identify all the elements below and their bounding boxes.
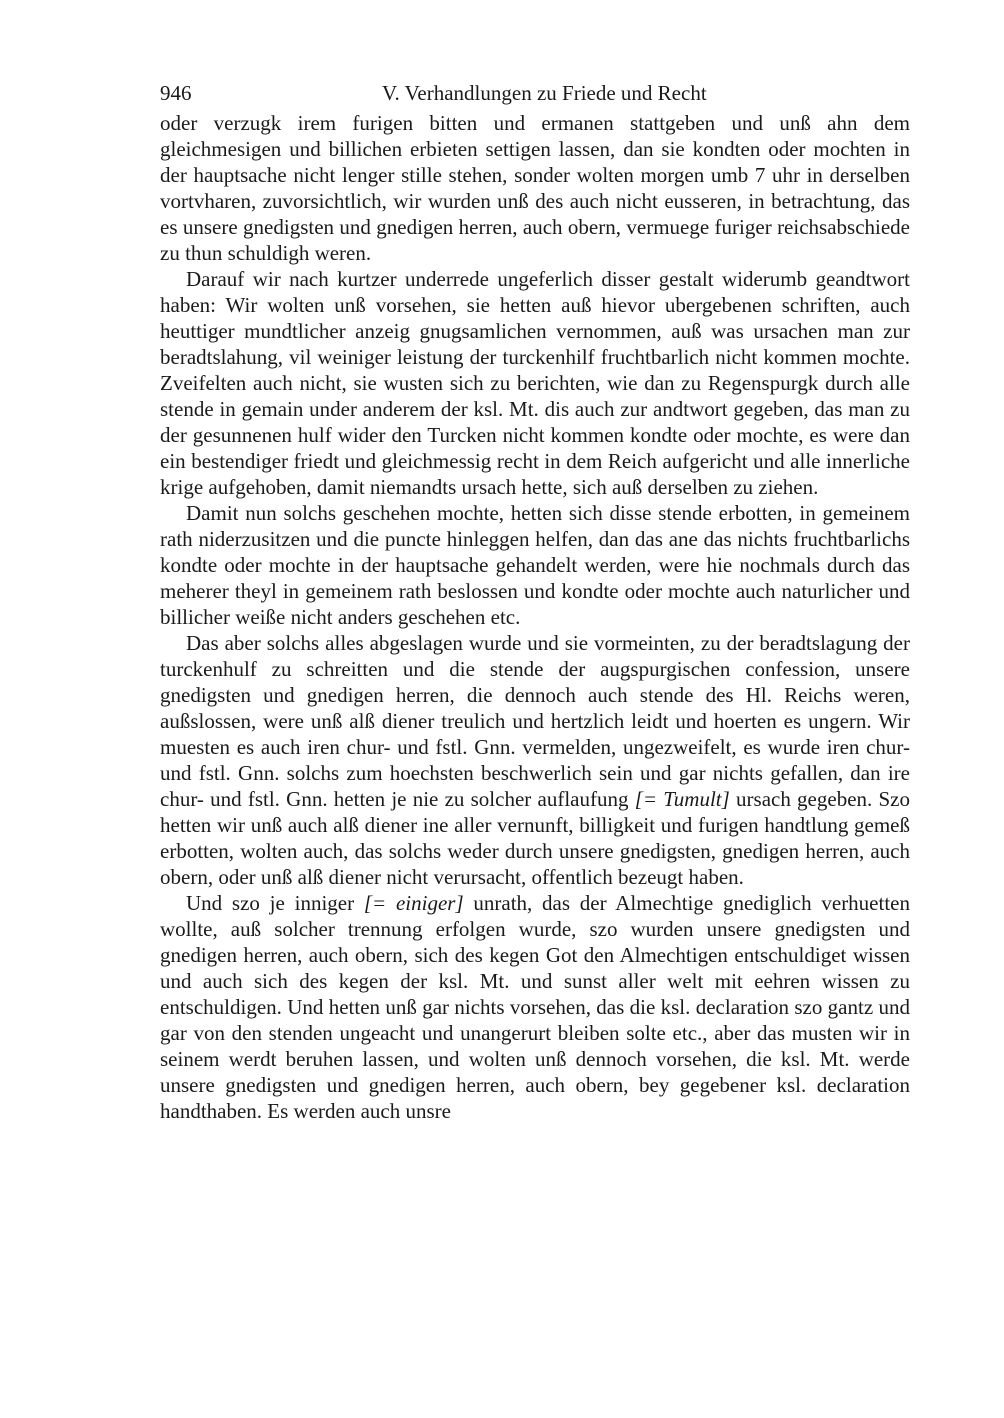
paragraph-4 [160,630,910,890]
text-segment: oder verzugk irem furigen bitten und ermanen stattgeben und unß ahn dem gleichmesigen und billichen erbieten settigen lassen, dan sie kondten oder mochten in der hauptsache nicht lenger stille stehen, sonder wolten morgen umb 7 uhr in derselben vortvharen, zuvorsichtlich, wir wurden unß des auch nicht eusseren, in betrachtung, das es unsere gnedigsten und gnedigen herren, auch obern, vermuege furiger reichsabschiede zu thun schuldigh weren. [160,111,910,265]
paragraph-1 [160,110,910,266]
body-text [160,110,910,1124]
editorial-note: [= einiger] [363,891,464,915]
text-segment: Und szo je inniger [186,891,364,915]
running-head: V. Verhandlungen zu Friede und Recht [382,81,707,105]
text-segment: Darauf wir nach kurtzer underrede ungeferlich disser gestalt widerumb geandtwort haben: Wir wolten unß vorsehen, sie hetten auß hievor ubergebenen schriften, auch heuttiger mundtlicher anzeig gnugsamlichen vernommen, auß was ursachen man zur beradtslahung, vil weiniger leistung der turckenhilf fruchtbarlich nicht kommen mochte. Zveifelten auch nicht, sie wusten sich zu berichten, wie dan zu Regenspurgk durch alle stende in gemain under anderem der ksl. Mt. dis auch zur andtwort gegeben, das man zu der gesunnenen hulf wider den Turcken nicht kommen kondte oder mochte, es were dan ein bestendiger friedt und gleichmessig recht in dem Reich aufgericht und alle innerliche krige aufgehoben, damit niemandts ursach hette, sich auß derselben zu ziehen. [160,267,910,499]
document-page [160,76,910,1124]
text-segment: unrath, das der Almechtige gnediglich verhuetten wollte, auß solcher trennung erfolgen wurde, szo wurden unsere gnedigsten und gnedigen herren, auch obern, sich des kegen Got den Almechtigen entschuldiget wissen und auch sich des kegen der ksl. Mt. und sunst aller welt mit eehren wissen zu entschuldigen. Und hetten unß gar nichts vorsehen, das die ksl. declaration szo gantz und gar von den stenden ungeacht und unangerurt bleiben solte etc., aber das musten wir in seinem werdt beruhen lassen, und wolten unß dennoch vorsehen, die ksl. Mt. werde unsere gnedigsten und gnedigen herren, auch obern, bey gegebener ksl. declaration handthaben. Es werden auch unsre [160,891,910,1123]
text-segment: Das aber solchs alles abgeslagen wurde und sie vormeinten, zu der beradtslagung der turckenhulf zu schreitten und die stende der augspurgischen confession, unsere gnedigsten und gnedigen herren, die dennoch auch stende des Hl. Reichs weren, außslossen, were unß alß diener treulich und hertzlich leidt und hoerten es ungern. Wir muesten es auch iren chur- und fstl. Gnn. vermelden, ungezweifelt, es wurde iren chur- und fstl. Gnn. solchs zum hoechsten beschwerlich sein und gar nichts gefallen, dan ire chur- und fstl. Gnn. hetten je nie zu solcher auflaufung [160,631,910,811]
editorial-note: [= Tumult] [634,787,730,811]
paragraph-5 [160,890,910,1124]
page-number: 946 [160,81,192,105]
paragraph-3 [160,500,910,630]
page-header [160,76,910,110]
paragraph-2 [160,266,910,500]
text-segment: ursach gegeben. Szo hetten wir unß auch alß diener ine aller vernunft, billigkeit und furigen handtlung gemeß erbotten, wolten auch, das solchs weder durch unsere gnedigsten, gnedigen herren, auch obern, oder unß alß diener nicht verursacht, offentlich bezeugt haben. [160,787,910,889]
text-segment: Damit nun solchs geschehen mochte, hetten sich disse stende erbotten, in gemeinem rath niderzusitzen und die puncte hinleggen helfen, dan das ane das nichts fruchtbarlichs kondte oder mochte in der hauptsache gehandelt werden, were hie nochmals durch das meherer theyl in gemeinem rath beslossen und kondte oder mochte auch naturlicher und billicher weiße nicht anders geschehen etc. [160,501,910,629]
